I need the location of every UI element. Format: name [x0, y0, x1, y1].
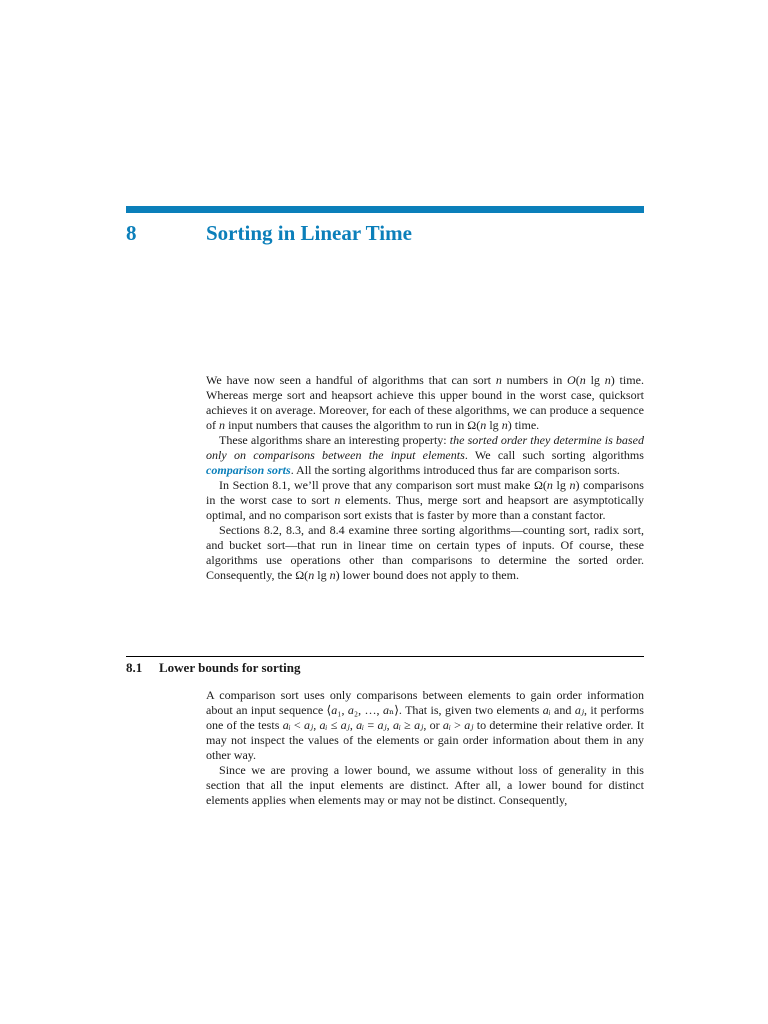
intro-paragraph-3: In Section 8.1, we’ll prove that any comparison sort must make Ω(n lg n) comparisons in the worst case to sort n elements. Thus, merge sort and heapsort are asymptotically optimal, and no comparison sort exists that is faster by more than a constant factor. [206, 478, 644, 522]
math-text: aᵢ [392, 718, 401, 732]
math-text: aᵢ [356, 718, 365, 732]
math-text: n [546, 478, 553, 492]
math-text: n [604, 373, 611, 387]
math-text: aᵢ [282, 718, 291, 732]
intro-paragraph-1: We have now seen a handful of algorithms that can sort n numbers in O(n lg n) time. Whereas merge sort and heapsort achieve this upper bound in the worst case, quicksort achieves it on average. Moreover, for each of these algorithms, we can produce a sequence of n input numbers that causes the algorithm to run in Ω(n lg n) time. [206, 373, 644, 432]
math-text: the sorted order they determine is based only on comparisons between the input elements [206, 433, 644, 462]
math-text: n [501, 418, 508, 432]
math-text: n [329, 568, 336, 582]
intro-paragraph-4: Sections 8.2, 8.3, and 8.4 examine three sorting algorithms—counting sort, radix sort, and bucket sort—that run in linear time on certain types of inputs. Of course, these algorithms use operations other than comparisons to determine the sorted order. Consequently, the Ω(n lg n) lower bound does not apply to them. [206, 523, 644, 582]
section-rule [126, 656, 644, 657]
math-text: aⱼ [414, 718, 424, 732]
math-text: n [579, 373, 586, 387]
math-text: aⱼ [304, 718, 314, 732]
section-paragraph-1: A comparison sort uses only comparisons between elements to gain order information about an input sequence ⟨a₁, a₂, …, aₙ⟩. That is, given two elements aᵢ and aⱼ, it performs one of the tests aᵢ < aⱼ, aᵢ ≤ aⱼ, aᵢ = aⱼ, aᵢ ≥ aⱼ, or aᵢ > aⱼ to determine their relative order. It may not inspect the values of the elements or gain order information about them in any other way. [206, 688, 644, 762]
math-text: n [495, 373, 502, 387]
section-number: 8.1 [126, 660, 143, 675]
intro-paragraph-2: These algorithms share an interesting property: the sorted order they determine is based only on comparisons between the input elements. We call such sorting algorithms comparison sorts. All the sorting algorithms introduced thus far are comparison sorts. [206, 433, 644, 477]
section-title: Lower bounds for sorting [159, 660, 301, 675]
math-text: O [567, 373, 576, 387]
math-text: aᵢ [442, 718, 451, 732]
math-text: aⱼ [464, 718, 474, 732]
math-text: a [347, 703, 354, 717]
chapter-rule [126, 206, 644, 213]
math-text: aⱼ [340, 718, 350, 732]
chapter-title: Sorting in Linear Time [206, 221, 412, 245]
math-text: n [219, 418, 226, 432]
math-text: aⱼ [574, 703, 585, 717]
math-text: n [334, 493, 341, 507]
math-text: aⱼ [377, 718, 387, 732]
defined-term: comparison sorts [206, 463, 291, 477]
math-text: a [382, 703, 389, 717]
math-text: n [308, 568, 315, 582]
chapter-intro [206, 373, 644, 583]
math-text: n [569, 478, 576, 492]
math-text: n [480, 418, 487, 432]
chapter-number: 8 [126, 221, 137, 245]
math-text: a [331, 703, 338, 717]
math-text: aᵢ [319, 718, 328, 732]
math-text: aᵢ [542, 703, 551, 717]
section-body [206, 688, 644, 808]
section-paragraph-2: Since we are proving a lower bound, we assume without loss of generality in this section that all the input elements are distinct. After all, a lower bound for distinct elements applies when elements may or may not be distinct. Consequently, [206, 763, 644, 807]
